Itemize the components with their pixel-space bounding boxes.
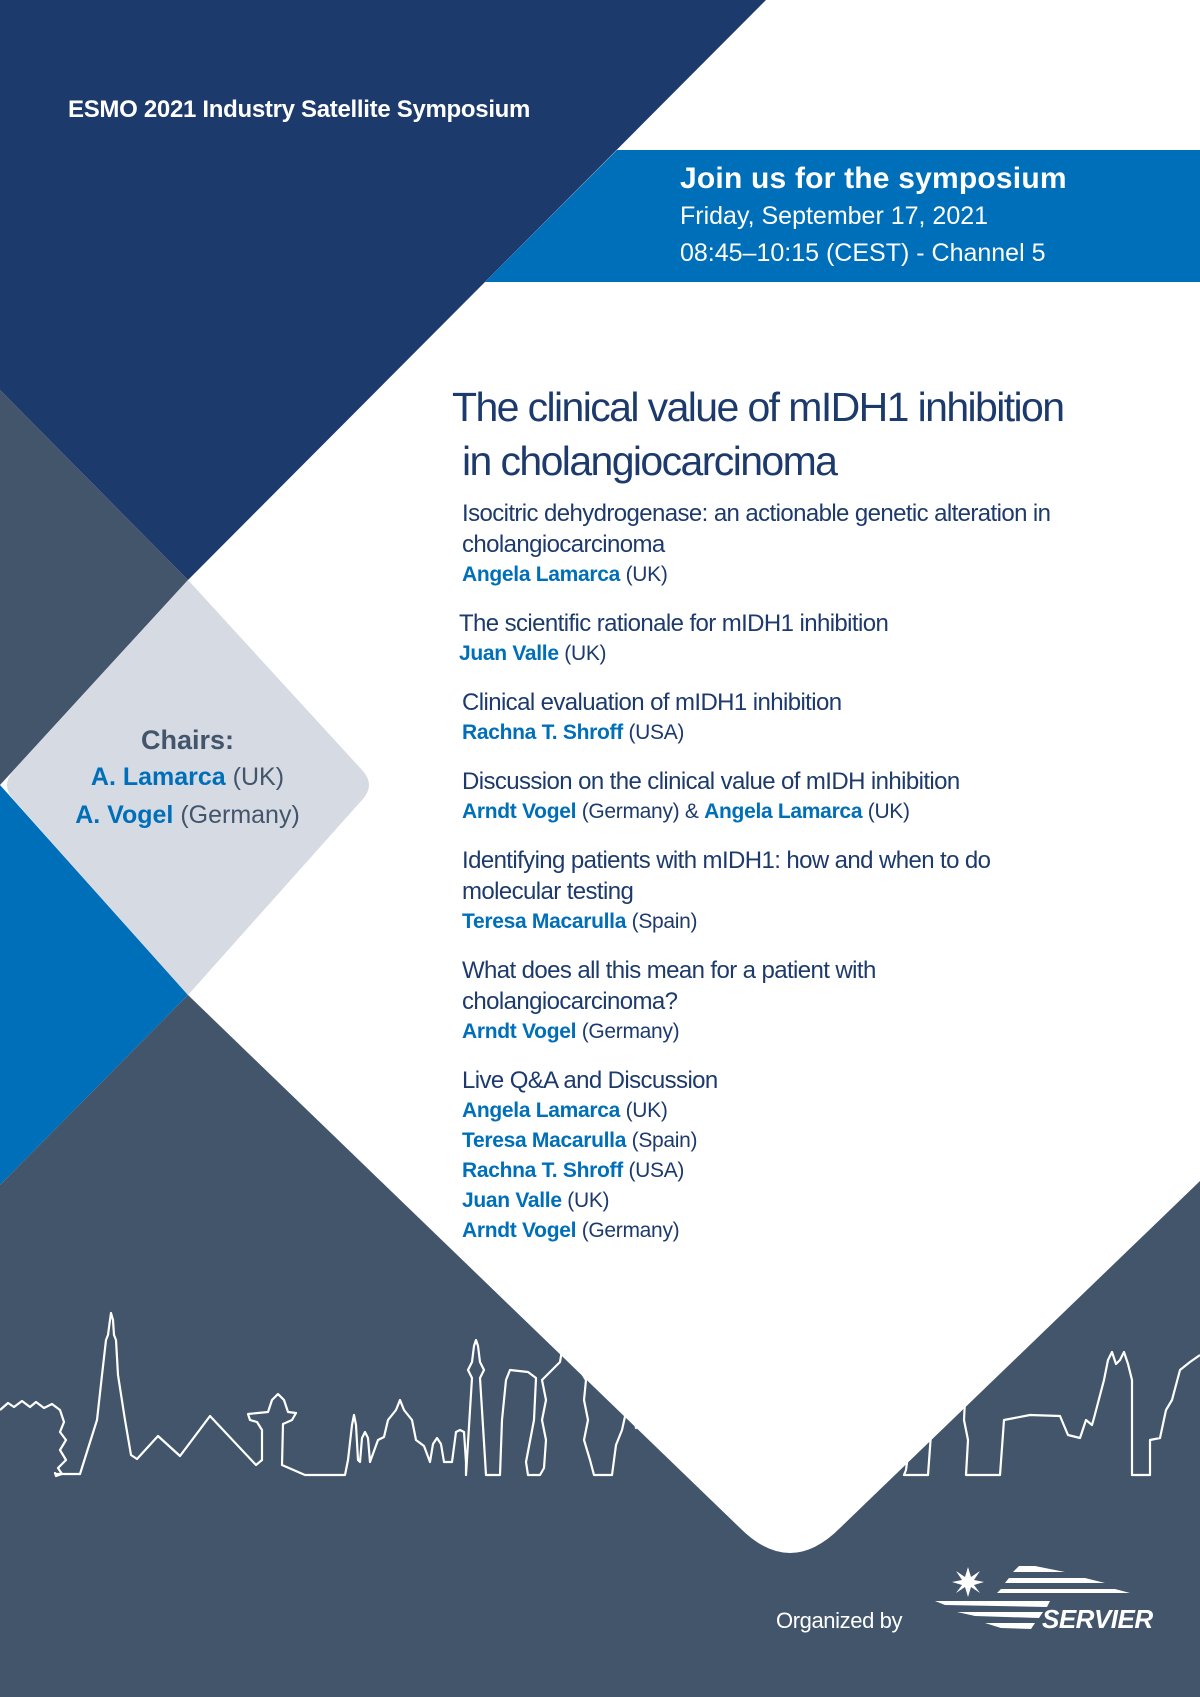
session-title: Isocitric dehydrogenase: an actionable genetic alteration in — [462, 500, 1051, 527]
session-title: Live Q&A and Discussion — [462, 1067, 718, 1094]
title-line-2: in cholangiocarcinoma — [462, 438, 837, 484]
speaker-name: Arndt Vogel — [462, 800, 577, 823]
speaker-country: (Spain) — [631, 1129, 698, 1152]
speaker — [462, 1017, 1182, 1047]
speaker — [462, 560, 1182, 590]
navy-triangle — [0, 0, 766, 580]
speaker-name: Angela Lamarca — [462, 1099, 621, 1122]
chairs-box — [0, 722, 375, 834]
chair-name: A. Lamarca — [90, 763, 226, 791]
session-title: What does all this mean for a patient with — [462, 957, 876, 984]
speaker-name: Arndt Vogel — [462, 1020, 577, 1043]
banner-heading: Join us for the symposium — [680, 162, 1067, 195]
speaker — [462, 1216, 1182, 1246]
session-title: Discussion on the clinical value of mIDH inhibition — [462, 768, 960, 795]
speaker-country: (USA) — [628, 721, 685, 744]
speaker — [462, 797, 1182, 827]
servier-logo — [935, 1558, 1160, 1633]
speaker — [459, 639, 1182, 669]
speaker-name: Rachna T. Shroff — [462, 721, 623, 744]
speaker-country: (UK) — [567, 1189, 610, 1212]
session-title: cholangiocarcinoma? — [462, 988, 678, 1015]
program-session — [462, 955, 1182, 1047]
speaker-joiner: & — [684, 800, 699, 823]
speaker-name: Teresa Macarulla — [462, 910, 627, 933]
speaker-country: (Germany) — [581, 1020, 680, 1043]
speaker — [462, 1186, 1182, 1216]
speaker-name: Angela Lamarca — [704, 800, 863, 823]
speaker — [462, 1096, 1182, 1126]
chair-country: (Germany) — [180, 801, 300, 829]
speaker-name: Teresa Macarulla — [462, 1129, 627, 1152]
event-title: ESMO 2021 Industry Satellite Symposium — [68, 96, 531, 123]
speaker-name: Angela Lamarca — [462, 563, 621, 586]
speaker — [462, 1126, 1182, 1156]
speaker-country: (Germany) — [581, 800, 680, 823]
speaker-name: Juan Valle — [462, 1189, 562, 1212]
page-title — [452, 380, 1063, 488]
title-line-1: The clinical value of mIDH1 inhibition — [452, 384, 1064, 430]
session-title: molecular testing — [462, 878, 634, 905]
program-session — [462, 687, 1182, 748]
speaker-country: (Spain) — [631, 910, 698, 933]
program-session — [462, 1065, 1182, 1246]
speaker-name: Rachna T. Shroff — [462, 1159, 623, 1182]
speaker — [462, 907, 1182, 937]
symposium-banner — [680, 160, 1067, 272]
chair-name: A. Vogel — [75, 801, 174, 829]
speaker-country: (USA) — [628, 1159, 685, 1182]
speaker-country: (UK) — [625, 563, 668, 586]
program-session — [462, 766, 1182, 827]
program-session — [459, 608, 1182, 669]
program-list — [459, 498, 1182, 1264]
speaker-country: (UK) — [625, 1099, 668, 1122]
chair-item — [0, 758, 375, 796]
session-title: cholangiocarcinoma — [462, 531, 665, 558]
banner-date: Friday, September 17, 2021 — [680, 202, 989, 230]
speaker — [462, 718, 1182, 748]
speaker-country: (UK) — [564, 642, 607, 665]
program-session — [462, 845, 1182, 937]
session-title: The scientific rationale for mIDH1 inhibition — [459, 610, 889, 637]
speaker-country: (Germany) — [581, 1219, 680, 1242]
speaker-name: Arndt Vogel — [462, 1219, 577, 1242]
program-session — [462, 498, 1182, 590]
chairs-label: Chairs: — [140, 725, 235, 755]
organizer-logo-text: SERVIER — [1042, 1604, 1153, 1633]
chair-item — [0, 796, 375, 834]
organized-by-label: Organized by — [776, 1608, 903, 1633]
speaker — [462, 1156, 1182, 1186]
star-icon — [952, 1567, 984, 1597]
banner-time-channel: 08:45–10:15 (CEST) - Channel 5 — [680, 239, 1046, 267]
speaker-name: Juan Valle — [459, 642, 559, 665]
speaker-country: (UK) — [867, 800, 910, 823]
session-title: Clinical evaluation of mIDH1 inhibition — [462, 689, 842, 716]
chair-country: (UK) — [232, 763, 285, 791]
session-title: Identifying patients with mIDH1: how and when to do — [462, 847, 991, 874]
